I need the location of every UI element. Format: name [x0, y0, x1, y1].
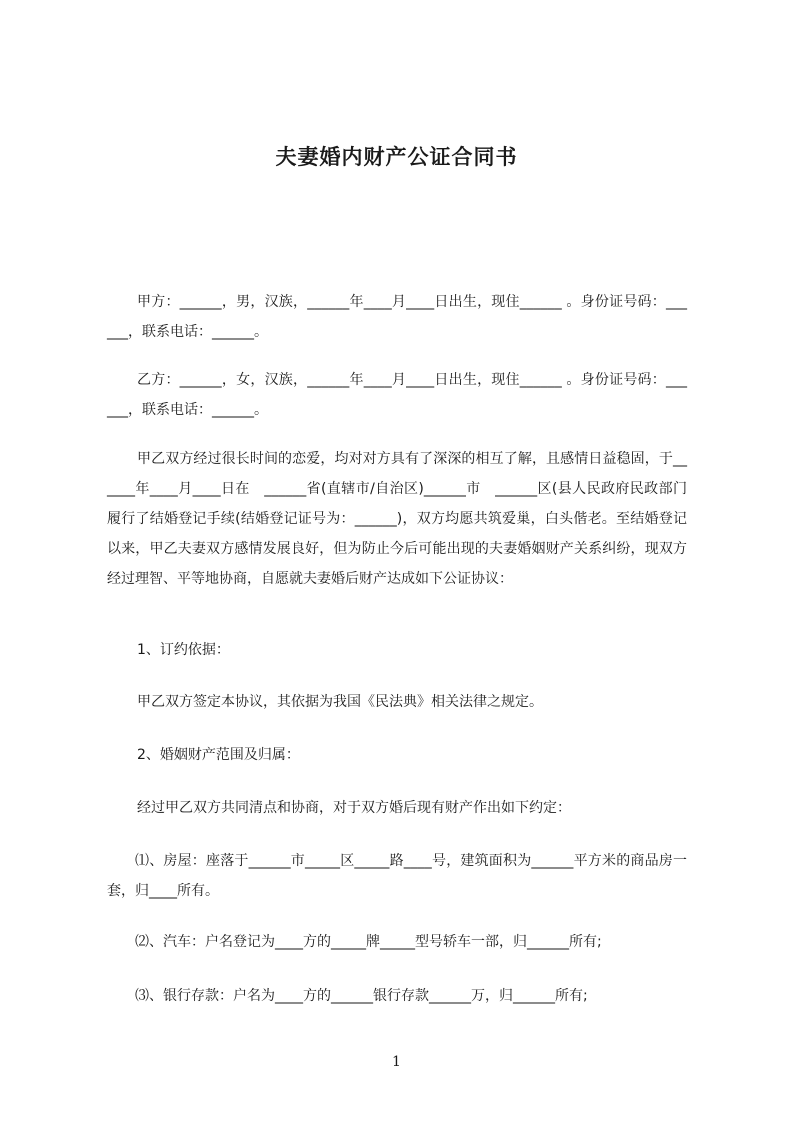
document-title: 夫妻婚内财产公证合同书 [275, 145, 518, 169]
clause-bank-deposit: ⑶、银行存款：户名为____方的______银行存款______万，归______所有; [135, 988, 588, 1004]
section-2-heading: 2、婚姻财产范围及归属： [137, 747, 300, 763]
section-1-body: 甲乙双方签定本协议，其依据为我国《民法典》相关法律之规定。 [137, 694, 543, 710]
clause-car: ⑵、汽车：户名登记为____方的_____牌_____型号轿车一部，归______所有; [135, 934, 602, 950]
section-1-heading: 1、订约依据： [137, 642, 230, 658]
preamble-paragraph: 甲乙双方经过很长时间的恋爱，均对对方具有了深深的相互了解，且感情日益稳固，于______年____月____日在 ______省(直辖市/自治区)______市 ______区(县人民政府民政部门履行了结婚登记手续(结婚登记证号为：______)，双方均愿共筑爱巢，白头偕老。至结婚登记以来，甲乙夫妻双方感情发展良好，但为防止今后可能出现的夫妻婚姻财产关系纠纷，现双方经过理智、平等地协商，自愿就夫妻婚后财产达成如下公证协议： [107, 451, 687, 587]
section-2-intro: 经过甲乙双方共同清点和协商，对于双方婚后现有财产作出如下约定： [137, 800, 571, 816]
party-b-paragraph: 乙方：______，女，汉族，______年____月____日出生，现住______ 。身份证号码：______，联系电话：______。 [107, 372, 687, 418]
page-number: 1 [392, 1054, 401, 1070]
clause-house: ⑴、房屋：座落于______市_____区_____路____号，建筑面积为______平方米的商品房一套，归____所有。 [107, 853, 687, 899]
party-a-paragraph: 甲方：______，男，汉族，______年____月____日出生，现住______ 。身份证号码：______，联系电话：______。 [107, 294, 687, 340]
